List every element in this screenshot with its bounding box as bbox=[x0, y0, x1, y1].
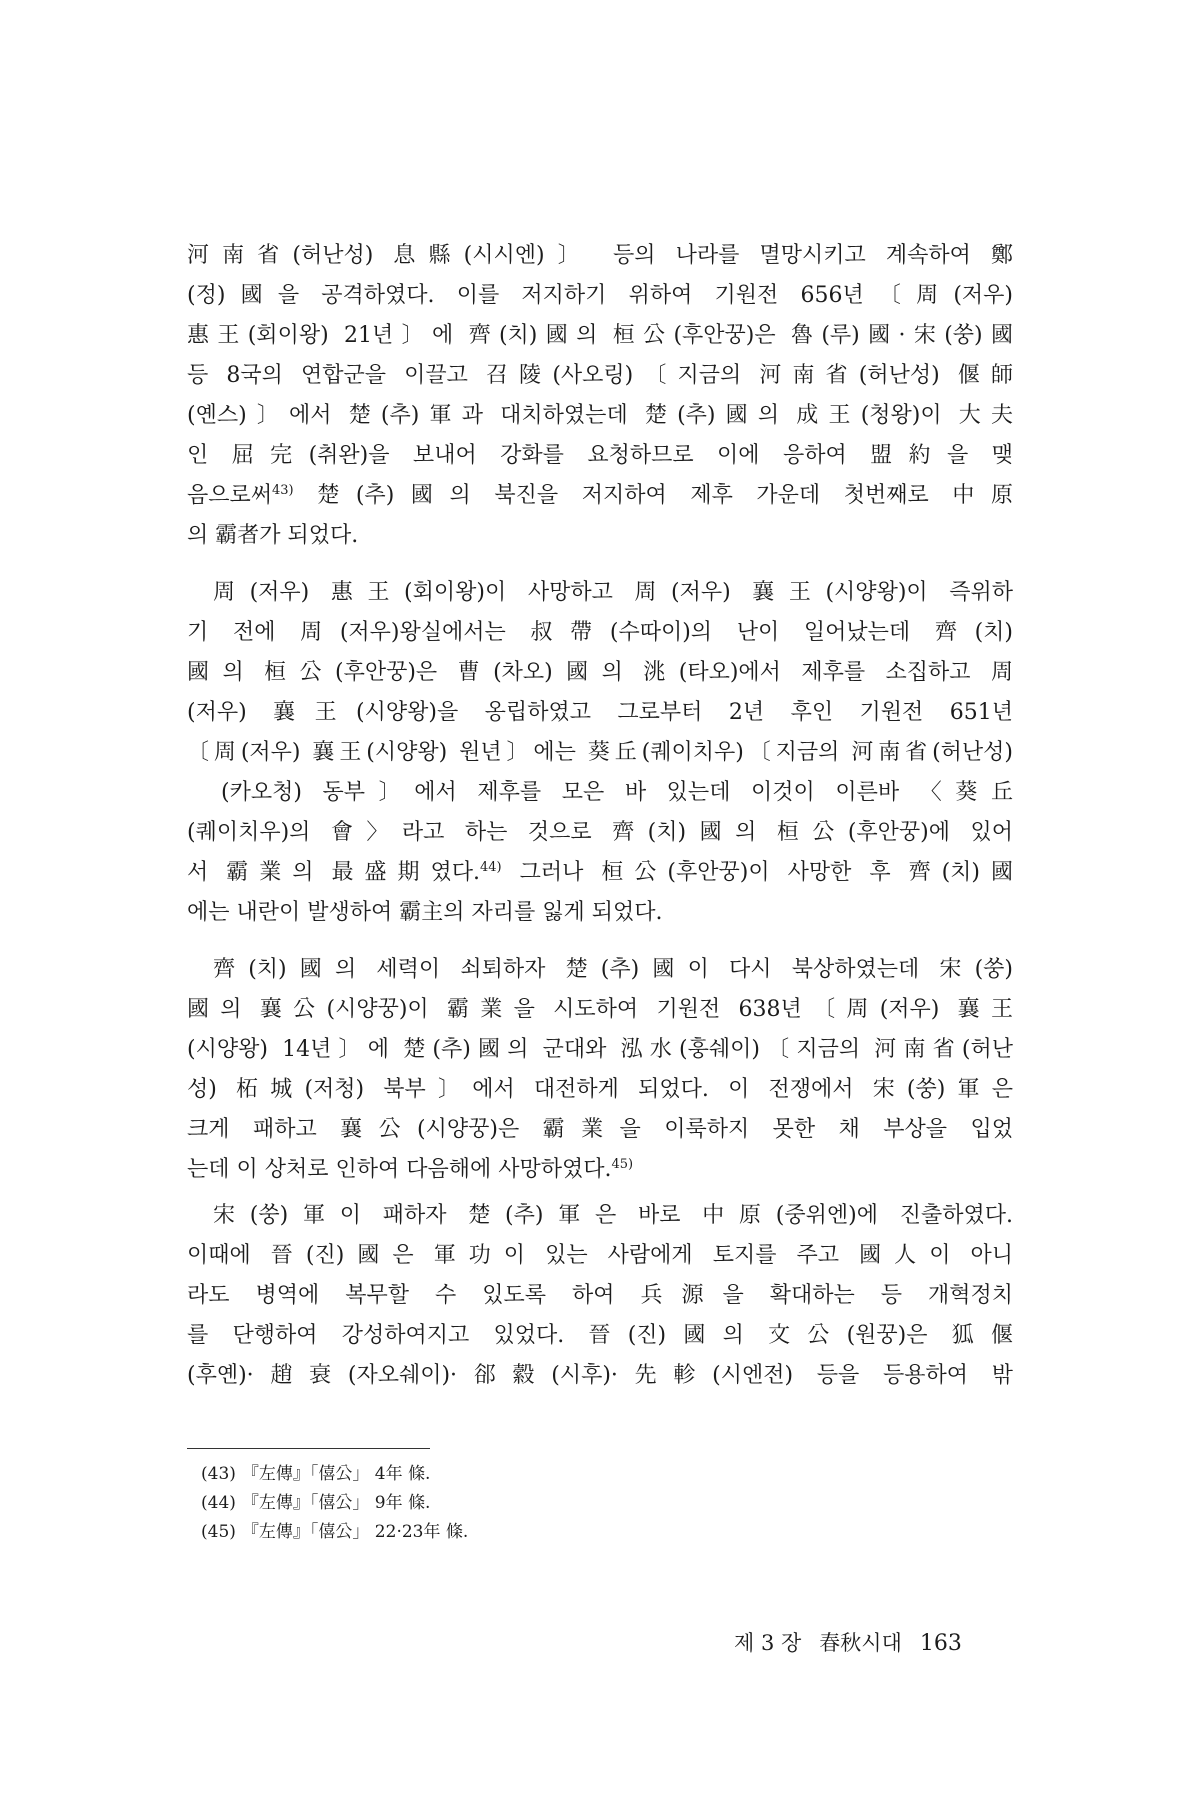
footnote-item bbox=[201, 1460, 801, 1489]
footer-chapter: 제 3 장 bbox=[734, 1631, 802, 1655]
footnote-number: (43) bbox=[201, 1464, 236, 1484]
body-line: 國의 桓公(후안꿍)은 曹(차오)國의 洮(타오)에서 제후를 소집하고 周 bbox=[187, 660, 1013, 685]
footnote-number: (44) bbox=[201, 1493, 236, 1513]
footnote-ref: 45) bbox=[611, 1157, 634, 1172]
body-line: 성) 柘城(저청) 북부〕에서 대전하게 되었다. 이 전쟁에서 宋(쑹)軍은 bbox=[187, 1077, 1013, 1102]
body-line: 國의 襄公(시양꿍)이 霸業을 시도하여 기원전 638년〔周(저우) 襄王 bbox=[187, 997, 1013, 1022]
body-line: 기 전에 周(저우)왕실에서는 叔帶(수따이)의 난이 일어났는데 齊(치) bbox=[187, 620, 1013, 645]
body-line: 周(저우) 惠王(회이왕)이 사망하고 周(저우) 襄王(시양왕)이 즉위하 bbox=[213, 580, 1013, 605]
body-text: 음으로써 bbox=[187, 483, 273, 508]
body-line: 인 屈完(취완)을 보내어 강화를 요청하므로 이에 응하여 盟約을 맺 bbox=[187, 443, 1013, 468]
body-line: 〔周(저우) 襄王(시양왕) 원년〕에는 葵丘(퀘이치우)〔지금의 河南省(허난성) bbox=[187, 740, 1013, 765]
body-paragraph-2 bbox=[187, 573, 1013, 933]
body-line: (퀘이치우)의 會〉라고 하는 것으로 齊(치)國의 桓公(후안꿍)에 있어 bbox=[187, 820, 1013, 845]
footnote-text: 『左傳』「僖公」 22·23年 條. bbox=[241, 1522, 469, 1542]
footnote-text: 『左傳』「僖公」 4年 條. bbox=[241, 1464, 431, 1484]
footnote-item bbox=[201, 1518, 801, 1547]
footnote-ref: 43) bbox=[272, 483, 294, 498]
body-line: (저우) 襄王(시양왕)을 옹립하였고 그로부터 2년 후인 기원전 651년 bbox=[187, 700, 1013, 725]
body-line: 惠王(회이왕) 21년〕에 齊(치)國의 桓公(후안꿍)은 魯(루)國·宋(쑹)國 bbox=[187, 323, 1013, 348]
footnotes bbox=[201, 1460, 801, 1547]
body-paragraph-4 bbox=[187, 1196, 1013, 1396]
body-line bbox=[187, 853, 1013, 893]
body-line: (시양왕) 14년〕에 楚(추)國의 군대와 泓水(훙쉐이)〔지금의 河南省(허난 bbox=[187, 1037, 1013, 1062]
body-text: 는데 이 상처로 인하여 다음해에 사망하였다. bbox=[187, 1157, 612, 1182]
page-number: 163 bbox=[919, 1631, 962, 1656]
body-line: 齊(치)國의 세력이 쇠퇴하자 楚(추)國이 다시 북상하였는데 宋(쑹) bbox=[213, 957, 1013, 982]
body-text: 서 霸業의 最盛期였다. bbox=[187, 860, 481, 885]
body-line: (후옌)·趙衰(자오쉐이)·郤縠(시후)·先軫(시엔전) 등을 등용하여 밖 bbox=[187, 1363, 1013, 1388]
body-line: 등 8국의 연합군을 이끌고 召陵(사오링)〔지금의 河南省(허난성) 偃師 bbox=[187, 363, 1013, 388]
body-paragraph-1 bbox=[187, 236, 1013, 556]
footer-title: 春秋시대 bbox=[819, 1631, 902, 1655]
body-line bbox=[187, 476, 1013, 516]
body-line: 이때에 晉(진)國은 軍功이 있는 사람에게 토지를 주고 國人이 아니 bbox=[187, 1243, 1013, 1268]
footnote-number: (45) bbox=[201, 1522, 236, 1542]
footnote-ref: 44) bbox=[480, 860, 502, 875]
body-line: (정)國을 공격하였다. 이를 저지하기 위하여 기원전 656년〔周(저우) bbox=[187, 283, 1013, 308]
body-line: 의 霸者가 되었다. bbox=[187, 523, 359, 548]
body-line: (옌스)〕에서 楚(추)軍과 대치하였는데 楚(추)國의 成王(청왕)이 大夫 bbox=[187, 403, 1013, 428]
page-footer bbox=[734, 1626, 1034, 1661]
body-line: 河南省(허난성) 息縣(시시엔)〕 등의 나라를 멸망시키고 계속하여 鄭 bbox=[187, 243, 1013, 268]
footnote-text: 『左傳』「僖公」 9年 條. bbox=[241, 1493, 431, 1513]
footnote-divider bbox=[187, 1448, 430, 1449]
body-line: 宋(쑹)軍이 패하자 楚(추)軍은 바로 中原(중위엔)에 진출하였다. bbox=[213, 1203, 1013, 1228]
footnote-item bbox=[201, 1489, 801, 1518]
body-paragraph-3 bbox=[187, 950, 1013, 1190]
body-line: 크게 패하고 襄公(시양꿍)은 霸業을 이룩하지 못한 채 부상을 입었 bbox=[187, 1117, 1013, 1142]
body-line: 를 단행하여 강성하여지고 있었다. 晉(진)國의 文公(원꿍)은 狐偃 bbox=[187, 1323, 1013, 1348]
body-text: 그러나 桓公(후안꿍)이 사망한 후 齊(치)國 bbox=[501, 860, 1013, 885]
body-text: 楚(추)國의 북진을 저지하여 제후 가운데 첫번째로 中原 bbox=[293, 483, 1013, 508]
body-line: 에는 내란이 발생하여 霸主의 자리를 잃게 되었다. bbox=[187, 900, 663, 925]
body-line: (카오청) 동부〕에서 제후를 모은 바 있는데 이것이 이른바 〈葵丘 bbox=[221, 780, 1013, 805]
body-line bbox=[187, 1150, 1013, 1190]
body-line: 라도 병역에 복무할 수 있도록 하여 兵源을 확대하는 등 개혁정치 bbox=[187, 1283, 1013, 1308]
